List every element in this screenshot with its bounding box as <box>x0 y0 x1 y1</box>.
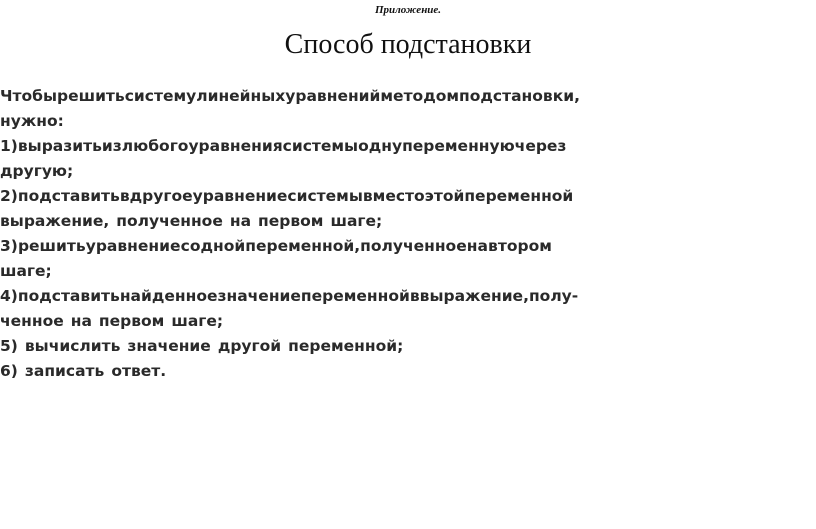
text-line: 3) решить уравнение с одной переменной, полученное на втором <box>0 237 552 255</box>
text-line: 6) записать ответ. <box>0 362 167 380</box>
text-line: 2) подставить в другое уравнение системы вместо этой переменной <box>0 187 574 205</box>
text-line: 4) подставить найденное значение переменной в выражение, полу- <box>0 287 579 305</box>
text-line: другую; <box>0 162 74 180</box>
text-line: 5) вычислить значение другой переменной; <box>0 337 404 355</box>
text-line: 1) выразить из любого уравнения системы одну переменную через <box>0 137 567 155</box>
text-line: Чтобы решить систему линейных уравнений методом подстановки, <box>0 87 580 105</box>
text-line: шаге; <box>0 262 52 280</box>
text-line: ченное на первом шаге; <box>0 312 224 330</box>
appendix-label: Приложение. <box>374 4 442 16</box>
instruction-text <box>0 84 580 384</box>
page-title: Способ подстановки <box>284 29 532 60</box>
text-line: нужно: <box>0 112 64 130</box>
instruction-text-block <box>0 84 580 394</box>
text-line: выражение, полученное на первом шаге; <box>0 212 383 230</box>
